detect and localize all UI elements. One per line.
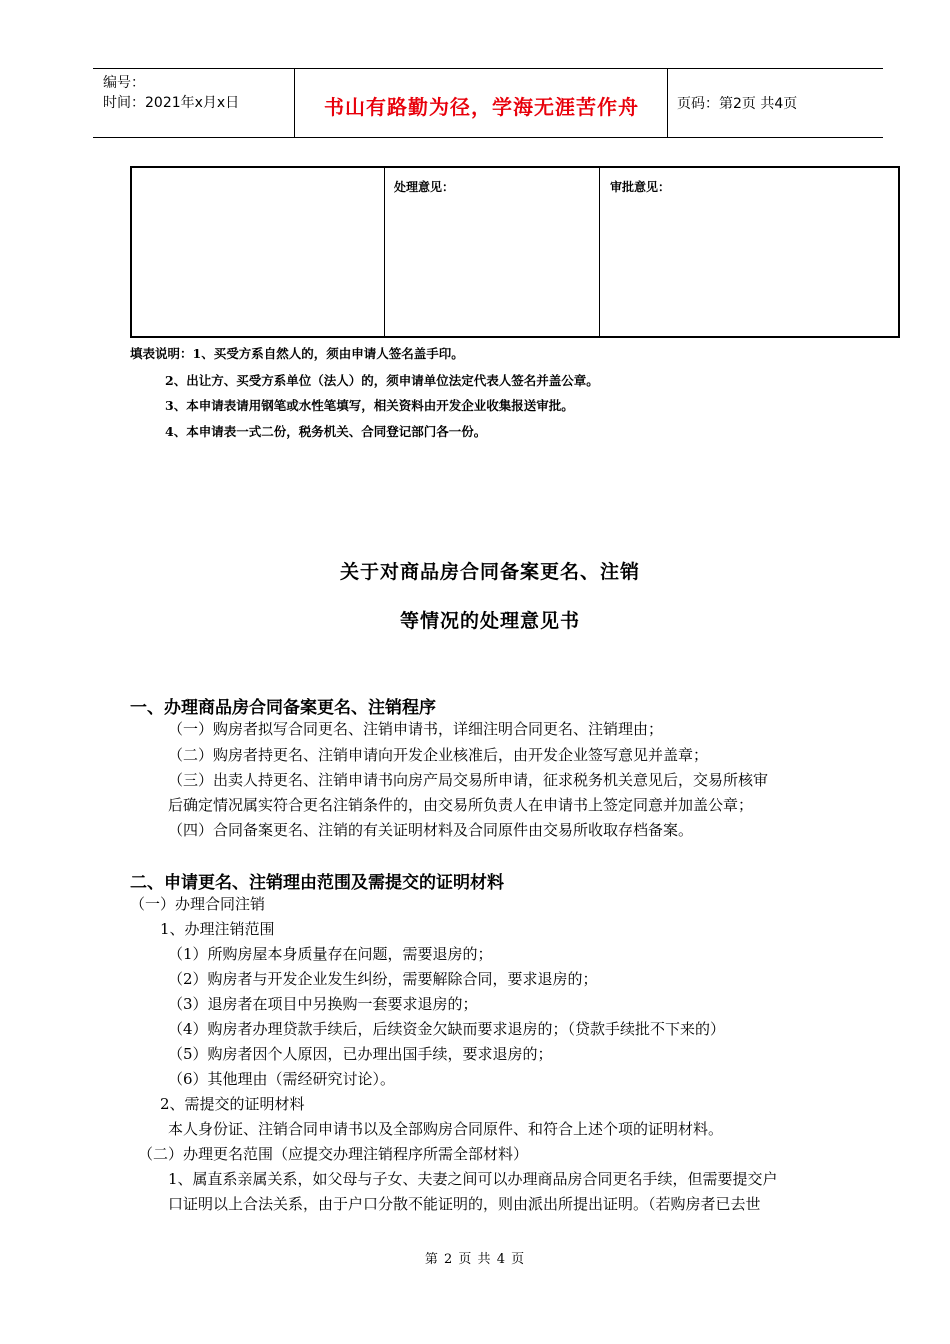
page-header bbox=[93, 68, 883, 138]
subsection-heading: （二）办理更名范围（应提交办理注销程序所需全部材料） bbox=[138, 1145, 529, 1163]
subsection-heading: 2、需提交的证明材料 bbox=[160, 1095, 305, 1113]
reason-item: （1）所购房屋本身质量存在问题，需要退房的； bbox=[168, 945, 493, 963]
processing-opinion-label: 处理意见： bbox=[394, 180, 455, 194]
reason-item: （6）其他理由（需经研究讨论）。 bbox=[168, 1070, 396, 1088]
subsection-heading: （一）办理合同注销 bbox=[130, 895, 266, 913]
form-note: 4、本申请表一式二份，税务机关、合同登记部门各一份。 bbox=[165, 424, 487, 439]
page-footer: 第 2 页 共 4 页 bbox=[424, 1252, 526, 1267]
procedure-item: 后确定情况属实符合更名注销条件的，由交易所负责人在申请书上签定同意并加盖公章； bbox=[168, 796, 754, 814]
section-heading: 一、办理商品房合同备案更名、注销程序 bbox=[130, 698, 436, 718]
reason-item: （3）退房者在项目中另换购一套要求退房的； bbox=[168, 995, 478, 1013]
document-title: 关于对商品房合同备案更名、注销 bbox=[339, 561, 640, 583]
procedure-item: （四）合同备案更名、注销的有关证明材料及合同原件由交易所收取存档备案。 bbox=[168, 821, 694, 839]
form-note: 2、出让方、买受方系单位（法人）的，须申请单位法定代表人签名并盖公章。 bbox=[165, 373, 599, 388]
header-meta bbox=[103, 73, 239, 113]
reason-item: （2）购房者与开发企业发生纠纷，需要解除合同，要求退房的； bbox=[168, 970, 598, 988]
header-page-info: 页码：第2页 共4页 bbox=[677, 96, 798, 112]
form-note: 填表说明：1、买受方系自然人的，须由申请人签名盖手印。 bbox=[130, 346, 464, 361]
rename-text: 1、属直系亲属关系，如父母与子女、夫妻之间可以办理商品房合同更名手续，但需要提交户 bbox=[168, 1170, 778, 1188]
document-title-line2: 等情况的处理意见书 bbox=[399, 610, 580, 632]
header-divider bbox=[294, 69, 295, 137]
materials-text: 本人身份证、注销合同申请书以及全部购房合同原件、和符合上述个项的证明材料。 bbox=[168, 1120, 724, 1138]
number-label: 编号： bbox=[103, 75, 145, 91]
header-divider bbox=[667, 69, 668, 137]
section-heading: 二、申请更名、注销理由范围及需提交的证明材料 bbox=[130, 873, 504, 893]
approval-opinion-label: 审批意见： bbox=[610, 180, 671, 194]
procedure-item: （二）购房者持更名、注销申请向开发企业核准后，由开发企业签写意见并盖章； bbox=[168, 746, 709, 764]
rename-text: 口证明以上合法关系，由于户口分散不能证明的，则由派出所提出证明。（若购房者已去世 bbox=[168, 1195, 761, 1213]
opinion-table bbox=[130, 166, 900, 338]
procedure-item: （一）购房者拟写合同更名、注销申请书，详细注明合同更名、注销理由； bbox=[168, 720, 664, 738]
subsection-heading: 1、办理注销范围 bbox=[160, 920, 275, 938]
time-label: 时间：2021年x月x日 bbox=[103, 95, 240, 111]
table-divider bbox=[599, 168, 600, 336]
procedure-item: （三）出卖人持更名、注销申请书向房产局交易所申请，征求税务机关意见后，交易所核审 bbox=[168, 771, 769, 789]
reason-item: （5）购房者因个人原因，已办理出国手续，要求退房的； bbox=[168, 1045, 553, 1063]
reason-item: （4）购房者办理贷款手续后，后续资金欠缺而要求退房的；（贷款手续批不下来的） bbox=[168, 1020, 726, 1038]
table-divider bbox=[384, 168, 385, 336]
form-note: 3、本申请表请用钢笔或水性笔填写，相关资料由开发企业收集报送审批。 bbox=[165, 398, 574, 413]
header-motto: 书山有路勤为径，学海无涯苦作舟 bbox=[324, 95, 639, 119]
